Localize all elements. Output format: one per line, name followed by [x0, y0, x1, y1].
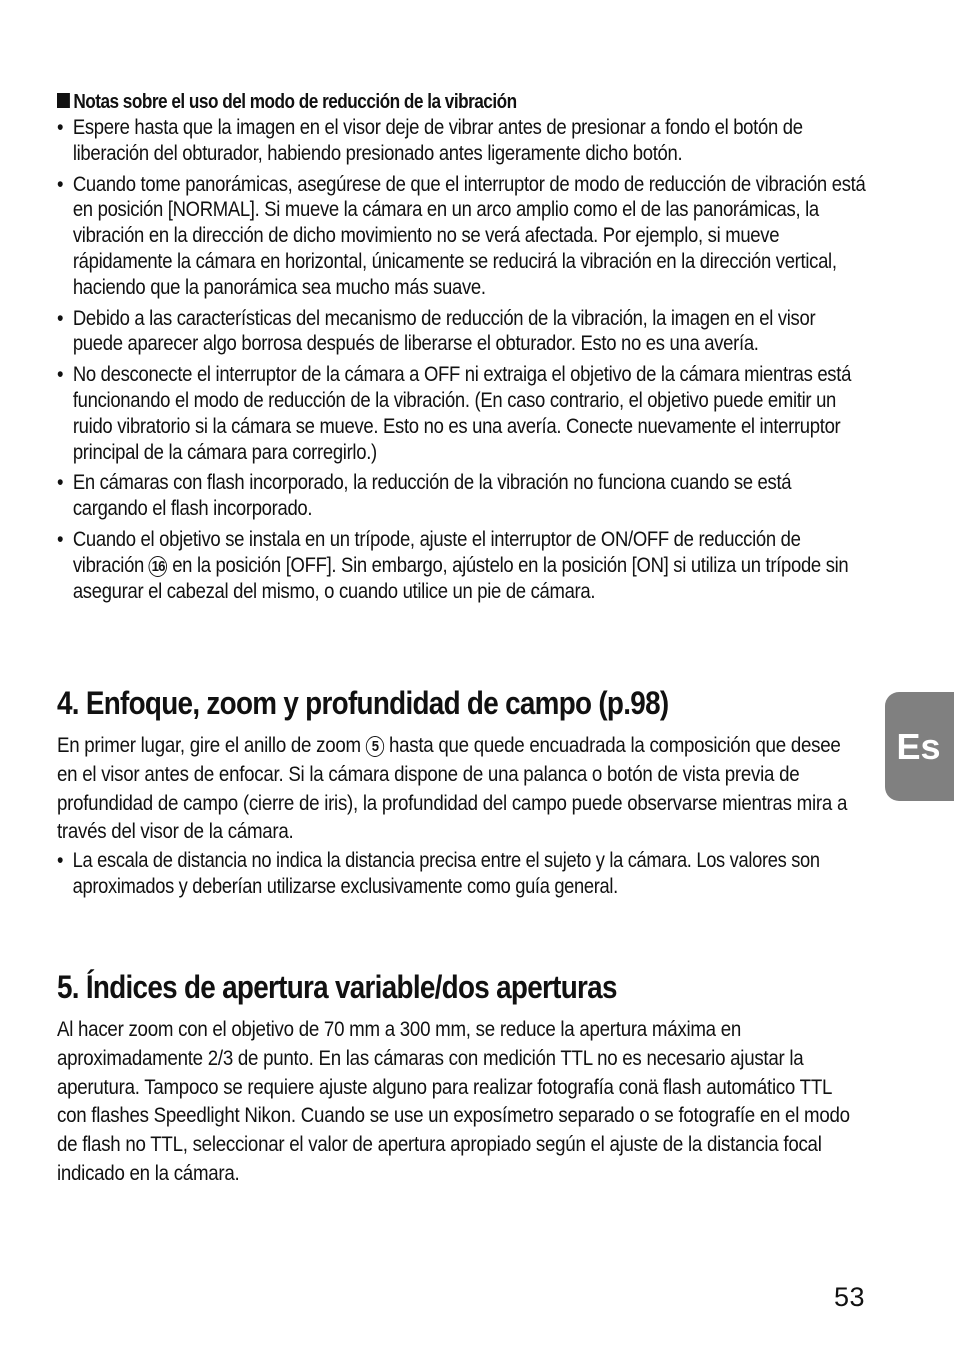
paragraph-text: En primer lugar, gire el anillo de zoom	[57, 733, 361, 757]
paragraph: Al hacer zoom con el objetivo de 70 mm a 300 mm, se reduce la apertura máxima en aproximadamente 2/3 de punto. En las cámaras con medición TTL no es necesario ajustar la aperutura. Tampoco se requiere ajuste alguno para realizar fotografía conä flash automático TTL con flashes Speedlight Nikon. Cuando se use un exposímetro separado o se fotografíe en el modo de flash no TTL, seleccionar el valor de apertura apropiado según el ajuste de la distancia focal indicado en la cámara.	[57, 1017, 850, 1185]
paragraph-text: hasta que quede encuadrada la composición que desee en el visor antes de enfocar. Si la cámara dispone de una palanca o botón de vista previa de profundidad de campo (cierre de iris), la profundidad del campo puede observarse mientras mira a través del visor de la cámara.	[57, 733, 848, 844]
square-bullet-icon	[57, 93, 70, 108]
section-4-body	[57, 731, 857, 905]
list-item: • En cámaras con flash incorporado, la reducción de la vibración no funciona cuando se está cargando el flash incorporado.	[57, 470, 867, 522]
language-tab: Es	[885, 692, 954, 801]
list-item: • Debido a las características del mecanismo de reducción de la vibración, la imagen en el visor puede aparecer algo borrosa después de liberarse el obturador. Esto no es una avería.	[57, 306, 867, 358]
list-item	[57, 527, 867, 604]
list-item: • Cuando tome panorámicas, asegúrese de que el interruptor de modo de reducción de vibración está en posición [NORMAL]. Si mueve la cámara en un arco amplio como el de las panorámicas, la vibración en la dirección de dicho movimiento no se verá afectada. Por ejemplo, si mueve rápidamente la cámara en horizontal, únicamente se reducirá la vibración en la dirección vertical, haciendo que la panorámica sea mucho más suave.	[57, 172, 867, 301]
list-item-text: en la posición [OFF]. Sin embargo, ajústelo en la posición [ON] si utiliza un trípode sin asegurar el cabezal del mismo, o cuando utilice un pie de cámara.	[72, 553, 849, 603]
list-item: • No desconecte el interruptor de la cámara a OFF ni extraiga el objetivo de la cámara mientras está funcionando el modo de reducción de la vibración. (En caso contrario, el objetivo puede emitir un ruido vibratorio si la cámara se mueve. Esto no es una avería. Conecte nuevamente el interruptor principal de la cámara para corregirlo.)	[57, 362, 867, 465]
list-item-text: Cuando el objetivo se instala en un trípode, ajuste el interruptor de ON/OFF de reducción de vibración	[72, 527, 801, 577]
paragraph	[57, 731, 857, 846]
page-number: 53	[834, 1282, 866, 1312]
notes-heading	[57, 90, 762, 114]
notes-heading-text: Notas sobre el uso del modo de reducción de la vibración	[73, 91, 517, 113]
list-item: • La escala de distancia no indica la distancia precisa entre el sujeto y la cámara. Los valores son aproximados y deberían utilizarse exclusivamente como guía general.	[57, 848, 857, 900]
part-number-5-icon: 5	[366, 736, 384, 757]
notes-list	[57, 115, 867, 609]
part-number-16-icon: 16	[149, 556, 167, 577]
section-5-title: 5. Índices de apertura variable/dos aperturas	[57, 969, 617, 1005]
list-item: • Espere hasta que la imagen en el visor deje de vibrar antes de presionar a fondo el botón de liberación del obturador, habiendo presionado antes ligeramente dicho botón.	[57, 115, 867, 167]
section-5-body	[57, 1015, 857, 1188]
section-4-title: 4. Enfoque, zoom y profundidad de campo (p.98)	[57, 685, 669, 721]
